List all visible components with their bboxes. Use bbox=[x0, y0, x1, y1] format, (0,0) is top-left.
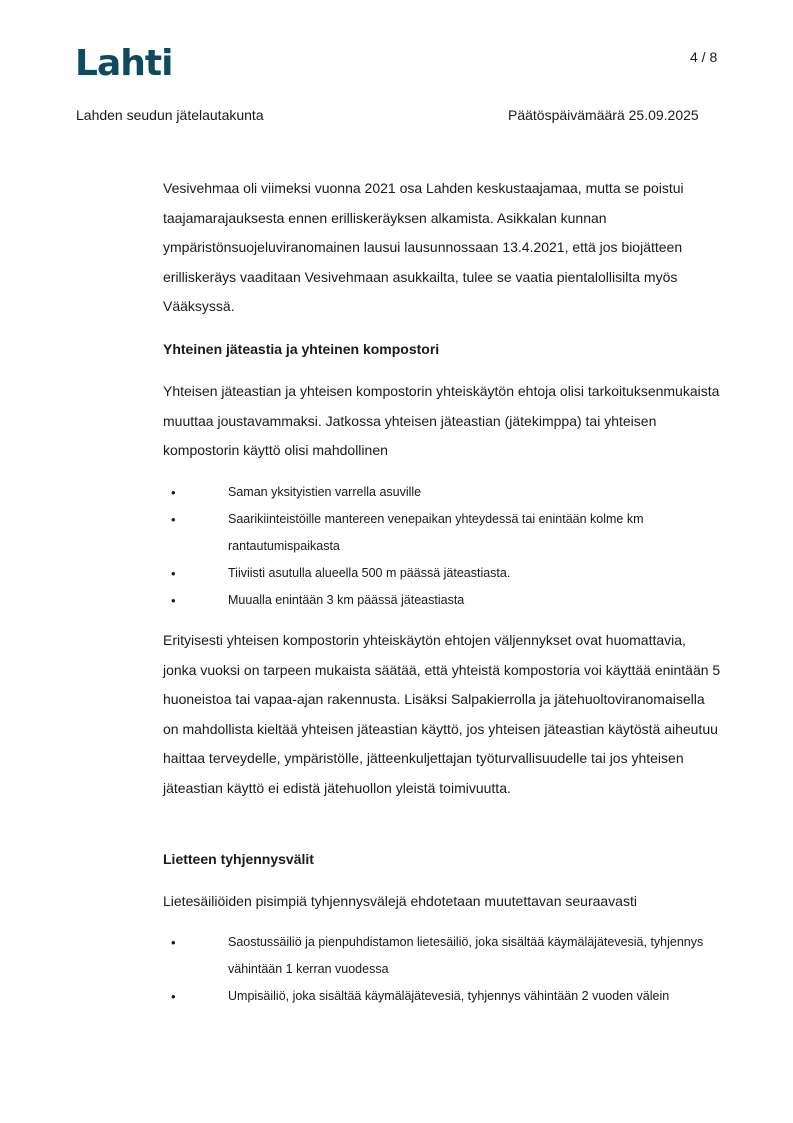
page-number: 4 / 8 bbox=[690, 49, 718, 65]
lahti-logo: Lahti bbox=[75, 43, 173, 84]
committee-name: Lahden seudun jätelautakunta bbox=[76, 107, 264, 123]
bullet-list-sludge bbox=[163, 929, 723, 1010]
paragraph-composter-conditions: Erityisesti yhteisen kompostorin yhteiskäytön ehtojen väljennykset ovat huomattavia, jonka vuoksi on tarpeen mukaista säätää, että yhteistä kompostoria voi käyttää enintään 5 huoneistoa tai vapaa-ajan rakennusta. Lisäksi Salpakierrolla ja jätehuoltoviranomaisella on mahdollista kieltää yhteisen jäteastian käyttö, jos yhteisen jäteastian käytöstä aiheutuu haittaa terveydelle, ympäristölle, jätteenkuljettajan työturvallisuudelle tai jos yhteisen jäteastian käyttö ei edistä jätehuollon yleistä toimivuutta. bbox=[163, 632, 721, 796]
heading-shared-container: Yhteinen jäteastia ja yhteinen kompostori bbox=[163, 341, 440, 357]
decision-date: Päätöspäivämäärä 25.09.2025 bbox=[508, 107, 699, 123]
bullet-list-shared-use bbox=[163, 479, 723, 614]
list-item: • Saarikiinteistöille mantereen venepaikan yhteydessä tai enintään kolme km rantautumispaikasta bbox=[163, 506, 723, 560]
paragraph-sludge-intervals: Lietesäiliöiden pisimpiä tyhjennysvälejä ehdotetaan muutettavan seuraavasti bbox=[163, 893, 637, 909]
list-item: • Saman yksityistien varrella asuville bbox=[163, 479, 723, 506]
paragraph-shared-container: Yhteisen jäteastian ja yhteisen kompostorin yhteiskäytön ehtoja olisi tarkoituksenmukaista muuttaa joustavammaksi. Jatkossa yhteisen jäteastian (jätekimppa) tai yhteisen kompostorin käyttö olisi mahdollinen bbox=[163, 383, 720, 458]
list-item: • Saostussäiliö ja pienpuhdistamon lietesäiliö, joka sisältää käymäläjätevesiä, tyhjennys vähintään 1 kerran vuodessa bbox=[163, 929, 723, 983]
paragraph-vesivehmaa: Vesivehmaa oli viimeksi vuonna 2021 osa Lahden keskustaajamaa, mutta se poistui taajamarajauksesta ennen erilliskeräyksen alkamista. Asikkalan kunnan ympäristönsuojeluviranomainen lausui lausunnossaan 13.4.2021, että jos biojätteen erilliskeräys vaaditaan Vesivehmaan asukkailta, tulee se vaatia pientalollisilta myös Vääksyssä. bbox=[163, 180, 684, 314]
heading-sludge-intervals: Lietteen tyhjennysvälit bbox=[163, 851, 314, 867]
list-item: • Umpisäiliö, joka sisältää käymäläjätevesiä, tyhjennys vähintään 2 vuoden välein bbox=[163, 983, 723, 1010]
list-item: • Muualla enintään 3 km päässä jäteastiasta bbox=[163, 587, 723, 614]
list-item: • Tiiviisti asutulla alueella 500 m päässä jäteastiasta. bbox=[163, 560, 723, 587]
